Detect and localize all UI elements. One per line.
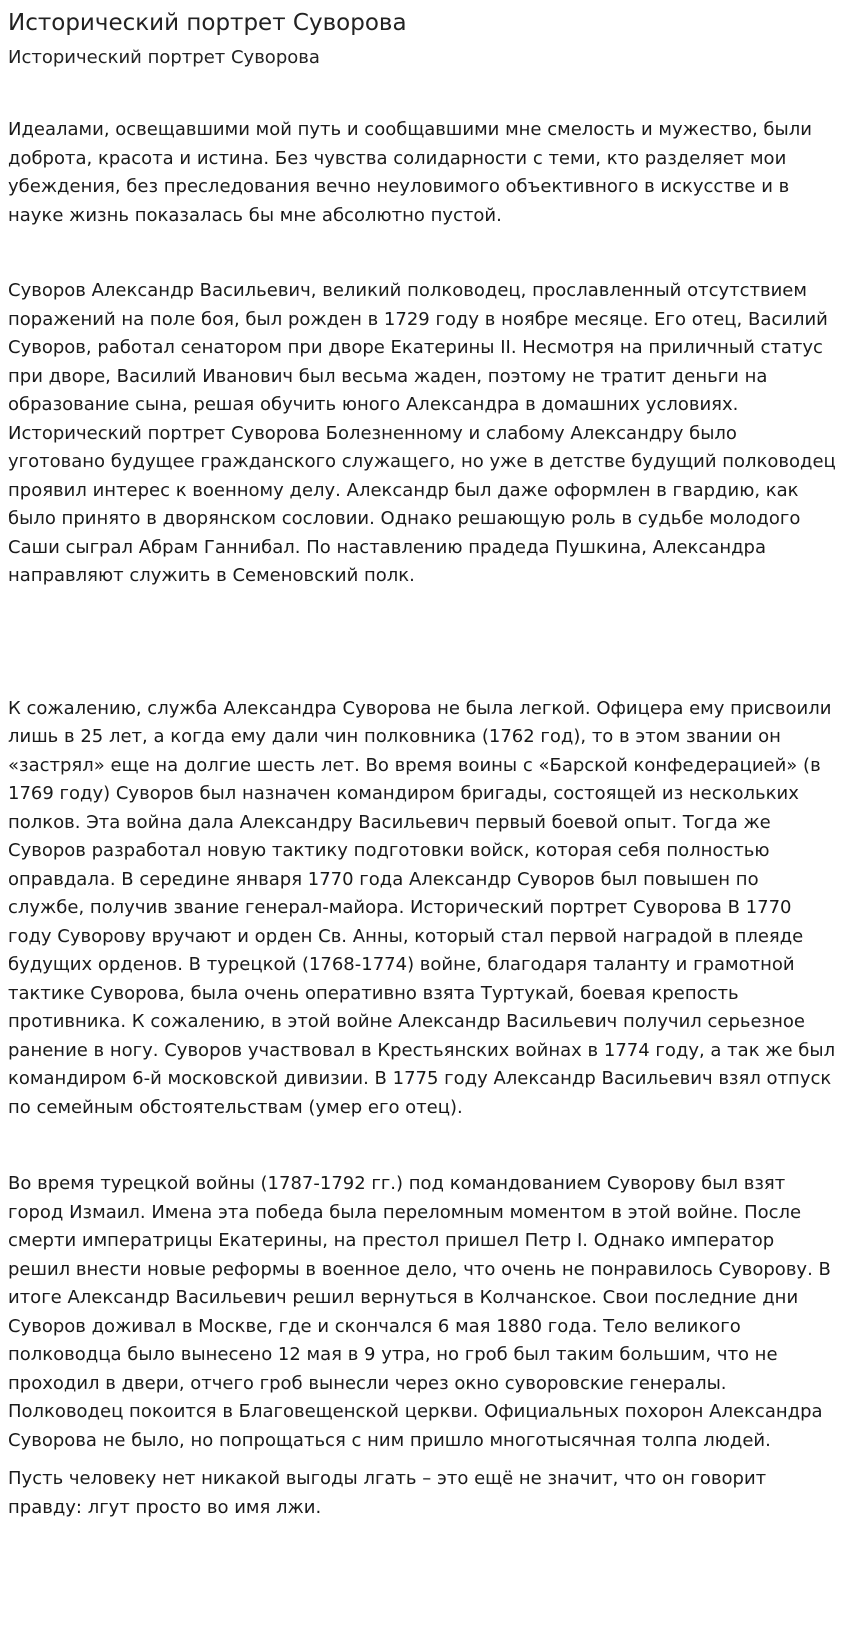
paragraph-closing-quote: Пусть человеку нет никакой выгоды лгать – это ещё не значит, что он говорит правду: лгут просто во имя лжи. [8,1468,767,1518]
paragraph-military-service: К сожалению, служба Александра Суворова не была легкой. Офицера ему присвоили лишь в 25 лет, а когда ему дали чин полковника (1762 год), то в этом звании он «застрял» еще на долгие шесть лет. Во время воины с «Барской конфедерацией» (в 1769 году) Суворов был назначен командиром бригады, состоящей из нескольких полков. Эта война дала Александру Васильевич первый боевой опыт. Тогда же Суворов разработал новую тактику подготовки войск, которая себя полностью оправдала. В середине января 1770 года Александр Суворов был повышен по службе, получив звание генерал-майора. Исторический портрет Суворова В 1770 году Суворову вручают и орден Св. Анны, который стал первой наградой в плеяде будущих орденов. В турецкой (1768-1774) войне, благодаря таланту и грамотной тактике Суворова, была очень оперативно взята Туртукай, боевая крепость противника. К сожалению, в этой войне Александр Васильевич получил серьезное ранение в ногу. Суворов участвовал в Крестьянских войнах в 1774 году, а так же был командиром 6-й московской дивизии. В 1775 году Александр Васильевич взял отпуск по семейным обстоятельствам (умер его отец). [8,697,836,1118]
page-subtitle: Исторический портрет Суворова [8,47,320,68]
page-title: Исторический портрет Суворова [8,10,407,36]
paragraph-epigraph: Идеалами, освещавшими мой путь и сообщавшими мне смелость и мужество, были доброта, красота и истина. Без чувства солидарности с теми, кто разделяет мои убеждения, без преследования вечно неуловимого объективного в искусстве и в науке жизнь показалась бы мне абсолютно пустой. [8,119,812,226]
paragraph-later-life: Во время турецкой войны (1787-1792 гг.) под командованием Суворову был взят город Измаил. Имена эта победа была переломным моментом в этой войне. После смерти императрицы Екатерины, на престол пришел Петр I. Однако император решил внести новые реформы в военное дело, что очень не понравилось Суворову. В итоге Александр Васильевич решил вернуться в Колчанское. Свои последние дни Суворов доживал в Москве, где и скончался 6 мая 1880 года. Тело великого полководца было вынесено 12 мая в 9 утра, но гроб был таким большим, что не проходил в двери, отчего гроб вынесли через окно суворовские генералы. Полководец покоится в Благовещенской церкви. Официальных похорон Александра Суворова не было, но попрощаться с ним пришло многотысячная толпа людей. [8,1173,831,1451]
paragraph-biography-early: Суворов Александр Васильевич, великий полководец, прославленный отсутствием поражений на поле боя, был рожден в 1729 году в ноябре месяце. Его отец, Василий Суворов, работал сенатором при дворе Екатерины II. Несмотря на приличный статус при дворе, Василий Иванович был весьма жаден, поэтому не тратит деньги на образование сына, решая обучить юного Александра в домашних условиях. Исторический портрет Суворова Болезненному и слабому Александру было уготовано будущее гражданского служащего, но уже в детстве будущий полководец проявил интерес к военному делу. Александр был даже оформлен в гвардию, как было принято в дворянском сословии. Однако решающую роль в судьбе молодого Саши сыграл Абрам Ганнибал. По наставлению прадеда Пушкина, Александра направляют служить в Семеновский полк. [8,280,836,586]
